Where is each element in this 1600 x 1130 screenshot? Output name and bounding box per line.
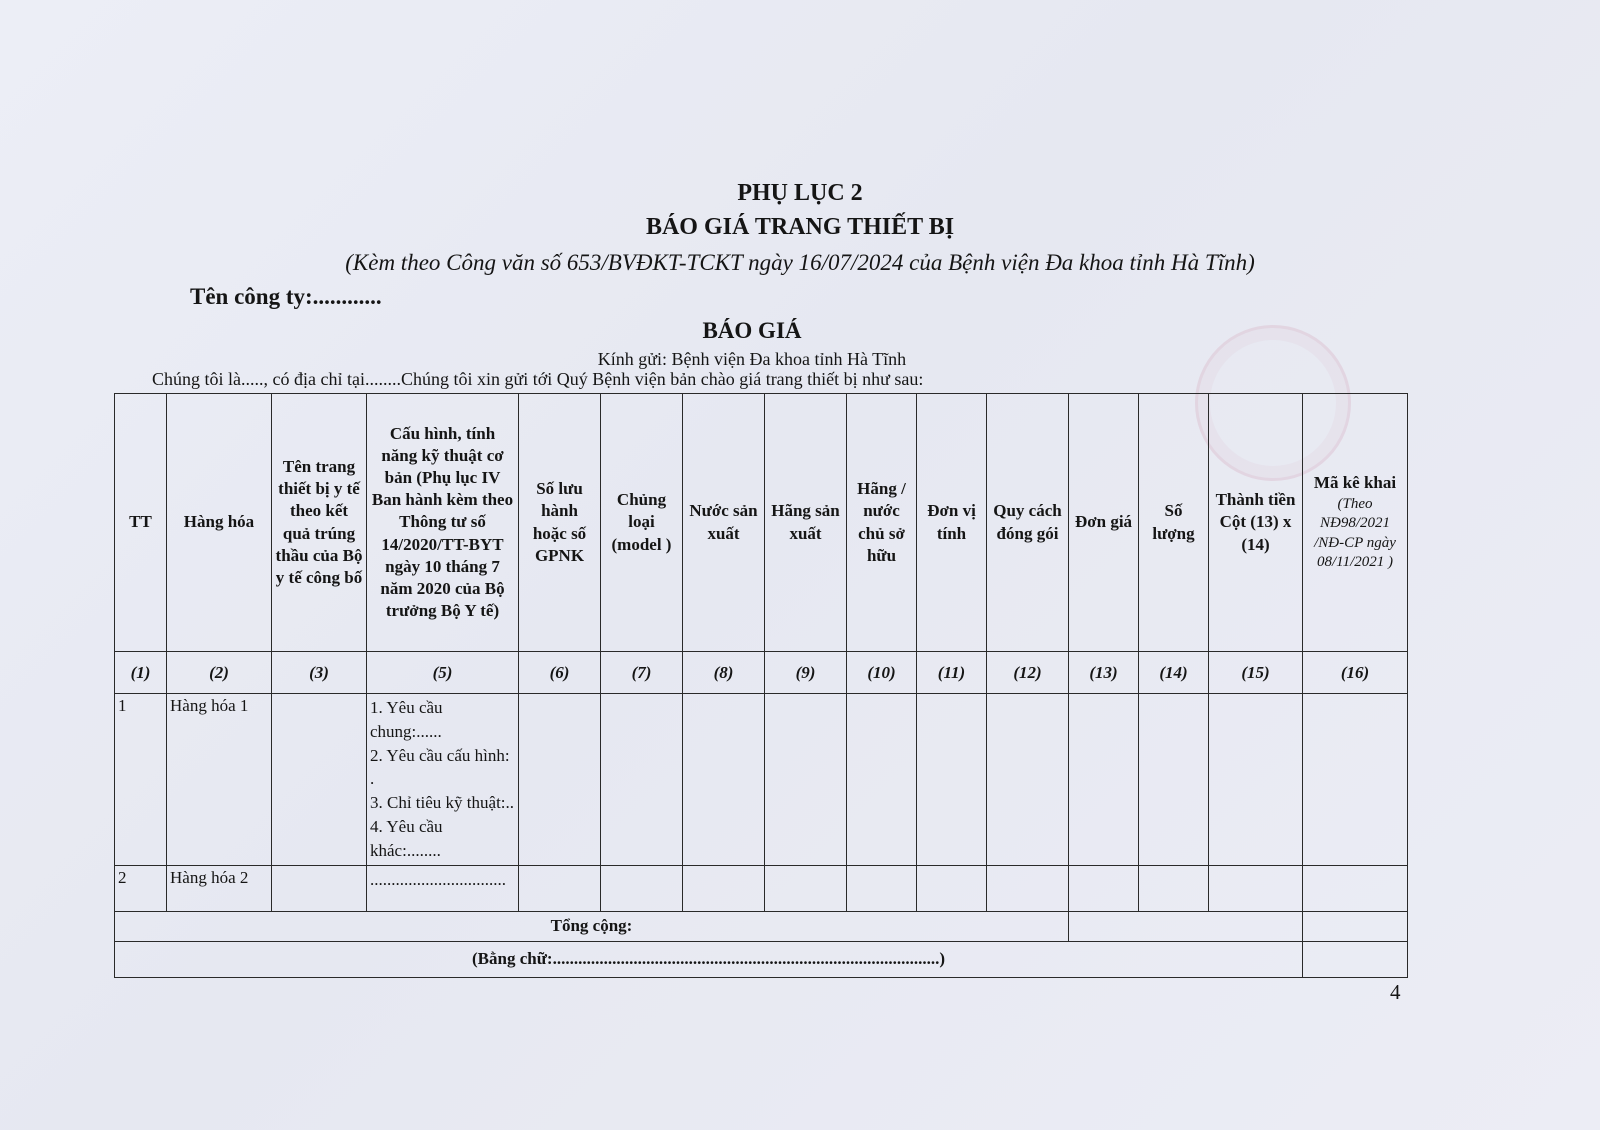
empty-cell: [272, 694, 367, 866]
header-cell: Nước sản xuất: [683, 394, 765, 652]
row-item: Hàng hóa 2: [167, 865, 272, 911]
empty-cell: [917, 694, 987, 866]
empty-cell: [1139, 694, 1209, 866]
total-row: [115, 911, 1408, 941]
column-number: (7): [601, 652, 683, 694]
header-cell: Quy cách đóng gói: [987, 394, 1069, 652]
column-number: (12): [987, 652, 1069, 694]
amount-in-words-row: [115, 941, 1408, 977]
recipient-line: Kính gửi: Bệnh viện Đa khoa tỉnh Hà Tĩnh: [597, 349, 907, 369]
header-cell: Số lượng: [1139, 394, 1209, 652]
empty-cell: [1139, 865, 1209, 911]
empty-cell: [765, 694, 847, 866]
empty-cell: [917, 865, 987, 911]
empty-cell: [601, 865, 683, 911]
table-row: [115, 865, 1408, 911]
empty-cell: [987, 865, 1069, 911]
intro-line: Chúng tôi là....., có địa chỉ tại........Chúng tôi xin gửi tới Quý Bệnh viện bản chào giá trang thiết bị như sau:: [152, 369, 924, 389]
header-cell: Hàng hóa: [167, 394, 272, 652]
total-value-cell: [1069, 911, 1303, 941]
config-line: 1. Yêu cầu chung:......: [370, 698, 443, 741]
quote-table: [114, 393, 1408, 978]
empty-cell: [1303, 694, 1408, 866]
empty-cell: [1069, 694, 1139, 866]
header-cell: Số lưu hành hoặc số GPNK: [519, 394, 601, 652]
config-line: 2. Yêu cầu cấu hình: .: [370, 745, 510, 789]
empty-cell: [1209, 865, 1303, 911]
empty-cell: [765, 865, 847, 911]
empty-cell: [272, 865, 367, 911]
empty-cell: [1209, 694, 1303, 866]
empty-cell: [683, 865, 765, 911]
column-number-row: [115, 652, 1408, 694]
table-row: [115, 694, 1408, 866]
empty-cell: [683, 694, 765, 866]
row-tt: 2: [115, 865, 167, 911]
header-cell: Đơn giá: [1069, 394, 1139, 652]
column-number: (1): [115, 652, 167, 694]
column-number: (15): [1209, 652, 1303, 694]
header-cell: Tên trang thiết bị y tế theo kết quả trúng thầu của Bộ y tế công bố: [272, 394, 367, 652]
column-number: (13): [1069, 652, 1139, 694]
subtitle: (Kèm theo Công văn số 653/BVĐKT-TCKT ngày 16/07/2024 của Bệnh viện Đa khoa tỉnh Hà Tĩnh): [345, 250, 1255, 275]
column-number: (16): [1303, 652, 1408, 694]
header-cell: TT: [115, 394, 167, 652]
header-cell: Đơn vị tính: [917, 394, 987, 652]
config-line: 4. Yêu cầu khác:........: [370, 816, 443, 860]
main-title: BÁO GIÁ TRANG THIẾT BỊ: [645, 214, 955, 240]
header-cell-note: (Theo NĐ98/2021 /NĐ-CP ngày 08/11/2021 ): [1314, 495, 1396, 571]
empty-cell: [987, 694, 1069, 866]
header-cell: Hãng / nước chủ sở hữu: [847, 394, 917, 652]
column-number: (11): [917, 652, 987, 694]
column-number: (9): [765, 652, 847, 694]
row-tt: 1: [115, 694, 167, 866]
column-number: (6): [519, 652, 601, 694]
row-config: [367, 865, 519, 911]
empty-cell: [1303, 865, 1408, 911]
header-cell: Cấu hình, tính năng kỹ thuật cơ bản (Phụ lục IV Ban hành kèm theo Thông tư số 14/2020/TT-BYT ngày 10 tháng 7 năm 2020 của Bộ trưởng Bộ Y tế): [367, 394, 519, 652]
company-line: Tên công ty:............: [190, 284, 382, 309]
empty-cell: [1303, 911, 1408, 941]
empty-cell: [519, 865, 601, 911]
column-number: (8): [683, 652, 765, 694]
row-item: Hàng hóa 1: [167, 694, 272, 866]
header-cell-label: Mã kê khai: [1313, 473, 1397, 493]
appendix-title: PHỤ LỤC 2: [737, 180, 863, 206]
row-config: [367, 694, 519, 866]
empty-cell: [1303, 941, 1408, 977]
column-number: (10): [847, 652, 917, 694]
header-cell: Chủng loại (model ): [601, 394, 683, 652]
column-number: (3): [272, 652, 367, 694]
config-line: 3. Chỉ tiêu kỹ thuật:..: [370, 793, 515, 813]
empty-cell: [519, 694, 601, 866]
amount-in-words: (Bằng chữ:...........................................................................................): [115, 941, 1303, 977]
header-cell-ma-ke-khai: [1303, 394, 1408, 652]
empty-cell: [847, 865, 917, 911]
column-number: (14): [1139, 652, 1209, 694]
total-label: Tổng cộng:: [115, 911, 1069, 941]
header-cell: Hãng sản xuất: [765, 394, 847, 652]
table-header-row: [115, 394, 1408, 652]
header-cell: Thành tiền Cột (13) x (14): [1209, 394, 1303, 652]
config-line: ................................: [370, 869, 506, 889]
column-number: (2): [167, 652, 272, 694]
empty-cell: [847, 694, 917, 866]
quote-title: BÁO GIÁ: [702, 318, 802, 343]
empty-cell: [1069, 865, 1139, 911]
page-number: 4: [1390, 980, 1401, 1004]
empty-cell: [601, 694, 683, 866]
column-number: (5): [367, 652, 519, 694]
